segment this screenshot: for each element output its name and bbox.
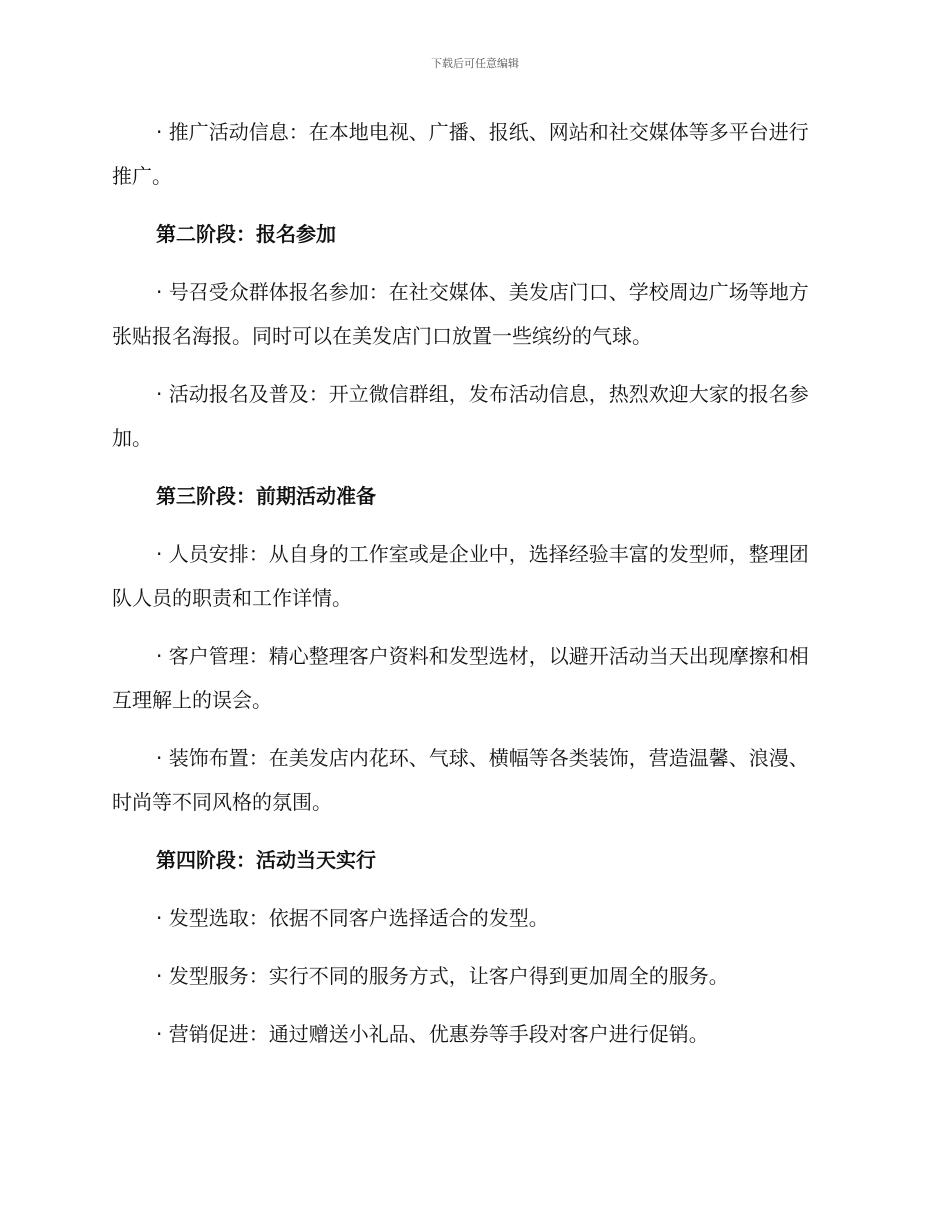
bullet-hairstyle-selection: · 发型选取：依据不同客户选择适合的发型。 <box>156 906 549 930</box>
bullet-promotion-info: · 推广活动信息：在本地电视、广播、报纸、网站和社交媒体等多平台进行推广。 <box>112 120 809 188</box>
section-heading-stage-4: 第四阶段：活动当天实行 <box>156 848 376 872</box>
bullet-staffing: · 人员安排：从自身的工作室或是企业中，选择经验丰富的发型师，整理团队人员的职责和工作详情。 <box>112 542 809 610</box>
section-heading-stage-2: 第二阶段：报名参加 <box>156 222 336 246</box>
bullet-decoration: · 装饰布置：在美发店内花环、气球、横幅等各类装饰，营造温馨、浪漫、时尚等不同风格的氛围。 <box>112 746 809 814</box>
page-header: 下载后可任意编辑 <box>431 57 519 70</box>
bullet-hairstyle-service: · 发型服务：实行不同的服务方式，让客户得到更加周全的服务。 <box>156 964 729 988</box>
bullet-signup-and-outreach: · 活动报名及普及：开立微信群组，发布活动信息，热烈欢迎大家的报名参加。 <box>112 382 809 450</box>
bullet-customer-management: · 客户管理：精心整理客户资料和发型选材，以避开活动当天出现摩擦和相互理解上的误会。 <box>112 644 809 712</box>
bullet-call-for-signup: · 号召受众群体报名参加：在社交媒体、美发店门口、学校周边广场等地方张贴报名海报。同时可以在美发店门口放置一些缤纷的气球。 <box>112 280 809 348</box>
section-heading-stage-3: 第三阶段：前期活动准备 <box>156 484 376 508</box>
bullet-marketing-promotion: · 营销促进：通过赠送小礼品、优惠券等手段对客户进行促销。 <box>156 1022 709 1046</box>
document-body <box>112 110 824 1070</box>
